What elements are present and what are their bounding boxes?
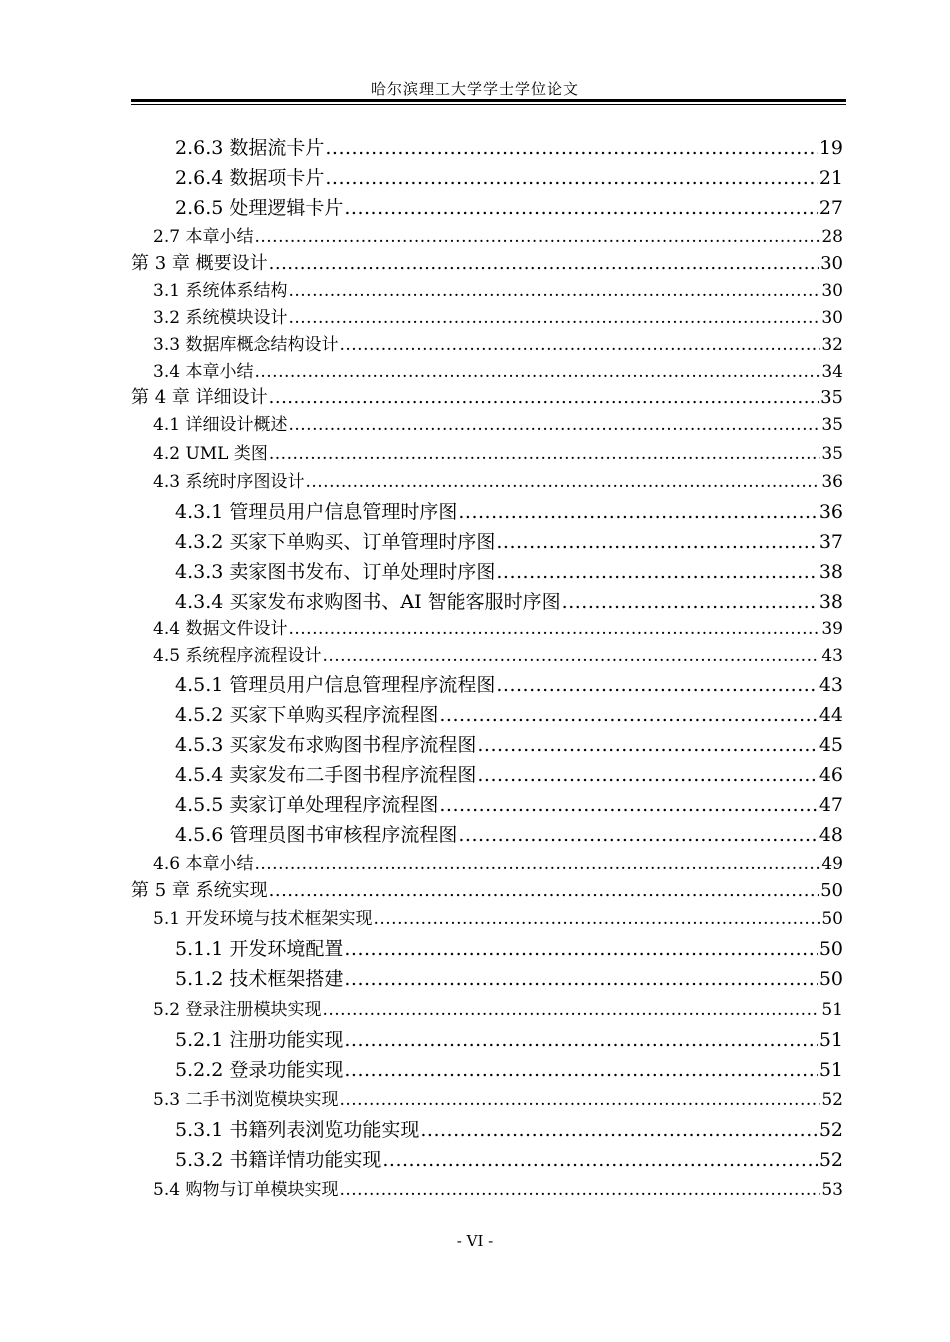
toc-entry-title: 2.6.4 数据项卡片 — [175, 167, 325, 189]
toc-row — [131, 1085, 843, 1110]
toc-leader-dots — [305, 472, 820, 492]
toc-entry-title: 3.2 系统模块设计 — [153, 308, 288, 328]
toc-leader-dots — [339, 1180, 820, 1200]
toc-row — [131, 641, 843, 666]
toc-row — [131, 249, 843, 275]
toc-entry-title: 第 3 章 概要设计 — [131, 253, 268, 274]
toc-row — [131, 527, 843, 554]
toc-row — [131, 1115, 843, 1142]
toc-row — [131, 1025, 843, 1052]
toc-entry-page: 43 — [818, 674, 843, 696]
toc-leader-dots — [254, 362, 820, 382]
toc-entry-title: 5.2.2 登录功能实现 — [175, 1059, 344, 1081]
toc-leader-dots — [269, 387, 819, 408]
toc-leader-dots — [344, 197, 817, 219]
toc-row — [131, 497, 843, 524]
toc-entry-title: 4.5.3 买家发布求购图书程序流程图 — [175, 734, 477, 756]
toc-leader-dots — [477, 764, 817, 786]
toc-entry-page: 32 — [821, 335, 843, 355]
toc-entry-page: 53 — [821, 1180, 843, 1200]
toc-entry-title: 4.5.2 买家下单购买程序流程图 — [175, 704, 439, 726]
toc-row — [131, 276, 843, 301]
toc-leader-dots — [254, 854, 820, 874]
toc-entry-page: 50 — [818, 968, 843, 990]
toc-row — [131, 330, 843, 355]
toc-leader-dots — [288, 619, 820, 639]
toc-leader-dots — [339, 335, 820, 355]
toc-entry-page: 45 — [818, 734, 843, 756]
toc-entry-title: 5.1 开发环境与技术框架实现 — [153, 909, 373, 929]
toc-leader-dots — [325, 167, 817, 189]
toc-entry-title: 4.3.2 买家下单购买、订单管理时序图 — [175, 531, 496, 553]
toc-entry-title: 4.5 系统程序流程设计 — [153, 646, 322, 666]
toc-entry-title: 5.3.1 书籍列表浏览功能实现 — [175, 1119, 420, 1141]
toc-row — [131, 904, 843, 929]
toc-entry-page: 52 — [821, 1090, 843, 1110]
toc-row — [131, 587, 843, 614]
toc-leader-dots — [382, 1149, 817, 1171]
toc-entry-page: 50 — [820, 880, 843, 901]
toc-row — [131, 820, 843, 847]
toc-leader-dots — [562, 591, 818, 613]
toc-leader-dots — [496, 561, 817, 583]
toc-row — [131, 357, 843, 382]
toc-leader-dots — [420, 1119, 817, 1141]
page-number: - VI - — [456, 1232, 494, 1250]
toc-leader-dots — [439, 794, 817, 816]
toc-entry-title: 5.1.2 技术框架搭建 — [175, 968, 344, 990]
toc-row — [131, 222, 843, 247]
toc-entry-page: 21 — [818, 167, 843, 189]
toc-row — [131, 700, 843, 727]
toc-entry-title: 4.3.3 卖家图书发布、订单处理时序图 — [175, 561, 496, 583]
toc-entry-title: 5.3.2 书籍详情功能实现 — [175, 1149, 382, 1171]
toc-row — [131, 670, 843, 697]
toc-entry-page: 52 — [818, 1119, 843, 1141]
toc-row — [131, 964, 843, 991]
toc-leader-dots — [254, 227, 820, 247]
toc-row — [131, 790, 843, 817]
toc-row — [131, 934, 843, 961]
toc-row — [131, 760, 843, 787]
toc-leader-dots — [325, 137, 817, 159]
toc-entry-title: 2.6.3 数据流卡片 — [175, 137, 325, 159]
toc-leader-dots — [288, 308, 820, 328]
toc-entry-title: 4.3.4 买家发布求购图书、AI 智能客服时序图 — [175, 591, 561, 613]
toc-entry-title: 4.5.1 管理员用户信息管理程序流程图 — [175, 674, 496, 696]
toc-entry-page: 36 — [818, 501, 843, 523]
toc-leader-dots — [269, 444, 820, 464]
toc-entry-title: 第 5 章 系统实现 — [131, 880, 268, 901]
toc-entry-title: 4.5.5 卖家订单处理程序流程图 — [175, 794, 439, 816]
toc-entry-page: 51 — [818, 1029, 843, 1051]
header-rule-thin — [131, 104, 846, 105]
toc-entry-page: 49 — [821, 854, 843, 874]
toc-leader-dots — [477, 734, 817, 756]
running-header: 哈尔滨理工大学学士学位论文 — [370, 80, 579, 98]
toc-row — [131, 439, 843, 464]
toc-entry-title: 4.6 本章小结 — [153, 854, 254, 874]
toc-entry-title: 5.2 登录注册模块实现 — [153, 1000, 322, 1020]
toc-leader-dots — [288, 415, 820, 435]
toc-entry-title: 4.3 系统时序图设计 — [153, 472, 305, 492]
toc-leader-dots — [344, 1029, 817, 1051]
toc-entry-page: 34 — [821, 362, 843, 382]
toc-entry-title: 5.4 购物与订单模块实现 — [153, 1180, 339, 1200]
toc-entry-page: 51 — [818, 1059, 843, 1081]
toc-row — [131, 849, 843, 874]
toc-entry-title: 2.7 本章小结 — [153, 227, 254, 247]
toc-entry-title: 3.4 本章小结 — [153, 362, 254, 382]
toc-entry-page: 50 — [818, 938, 843, 960]
toc-leader-dots — [339, 1090, 820, 1110]
toc-entry-title: 4.5.6 管理员图书审核程序流程图 — [175, 824, 458, 846]
toc-row — [131, 1145, 843, 1172]
toc-entry-title: 第 4 章 详细设计 — [131, 387, 268, 408]
toc-row — [131, 1175, 843, 1200]
toc-entry-page: 50 — [821, 909, 843, 929]
toc-row — [131, 730, 843, 757]
toc-leader-dots — [288, 281, 820, 301]
toc-entry-title: 5.3 二手书浏览模块实现 — [153, 1090, 339, 1110]
toc-row — [131, 995, 843, 1020]
toc-leader-dots — [496, 531, 817, 553]
toc-entry-page: 35 — [821, 444, 843, 464]
header-rule-thick — [131, 99, 846, 102]
toc-entry-page: 27 — [818, 197, 843, 219]
toc-entry-page: 51 — [821, 1000, 843, 1020]
toc-entry-page: 35 — [821, 415, 843, 435]
toc-entry-page: 30 — [821, 281, 843, 301]
toc-row — [131, 467, 843, 492]
toc-entry-title: 5.2.1 注册功能实现 — [175, 1029, 344, 1051]
toc-row — [131, 614, 843, 639]
toc-entry-page: 43 — [821, 646, 843, 666]
toc-entry-page: 38 — [818, 591, 843, 613]
toc-row — [131, 303, 843, 328]
toc-entry-title: 3.3 数据库概念结构设计 — [153, 335, 339, 355]
toc-entry-page: 38 — [818, 561, 843, 583]
toc-leader-dots — [439, 704, 817, 726]
toc-entry-page: 30 — [821, 308, 843, 328]
toc-entry-title: 5.1.1 开发环境配置 — [175, 938, 344, 960]
toc-leader-dots — [322, 646, 820, 666]
toc-entry-page: 52 — [818, 1149, 843, 1171]
toc-entry-title: 3.1 系统体系结构 — [153, 281, 288, 301]
toc-leader-dots — [373, 909, 820, 929]
toc-leader-dots — [344, 938, 817, 960]
toc-leader-dots — [458, 501, 817, 523]
toc-row — [131, 557, 843, 584]
toc-entry-page: 46 — [818, 764, 843, 786]
toc-leader-dots — [269, 253, 819, 274]
toc-entry-page: 37 — [818, 531, 843, 553]
toc-entry-page: 36 — [821, 472, 843, 492]
toc-entry-title: 4.3.1 管理员用户信息管理时序图 — [175, 501, 458, 523]
toc-entry-page: 19 — [818, 137, 843, 159]
toc-entry-title: 2.6.5 处理逻辑卡片 — [175, 197, 344, 219]
toc-entry-title: 4.5.4 卖家发布二手图书程序流程图 — [175, 764, 477, 786]
toc-row — [131, 876, 843, 902]
toc-leader-dots — [344, 968, 817, 990]
toc-leader-dots — [322, 1000, 820, 1020]
toc-row — [131, 410, 843, 435]
toc-entry-title: 4.2 UML 类图 — [153, 444, 268, 464]
toc-leader-dots — [344, 1059, 817, 1081]
toc-entry-page: 39 — [821, 619, 843, 639]
toc-entry-page: 47 — [818, 794, 843, 816]
toc-entry-page: 44 — [818, 704, 843, 726]
toc-leader-dots — [458, 824, 817, 846]
toc-row — [131, 163, 843, 190]
toc-leader-dots — [269, 880, 819, 901]
toc-entry-page: 30 — [820, 253, 843, 274]
toc-leader-dots — [496, 674, 817, 696]
toc-entry-title: 4.4 数据文件设计 — [153, 619, 288, 639]
toc-row — [131, 1055, 843, 1082]
toc-entry-page: 28 — [821, 227, 843, 247]
toc-entry-page: 48 — [818, 824, 843, 846]
toc-row — [131, 133, 843, 160]
toc-entry-title: 4.1 详细设计概述 — [153, 415, 288, 435]
toc-row — [131, 193, 843, 220]
toc-entry-page: 35 — [820, 387, 843, 408]
toc-row — [131, 383, 843, 409]
